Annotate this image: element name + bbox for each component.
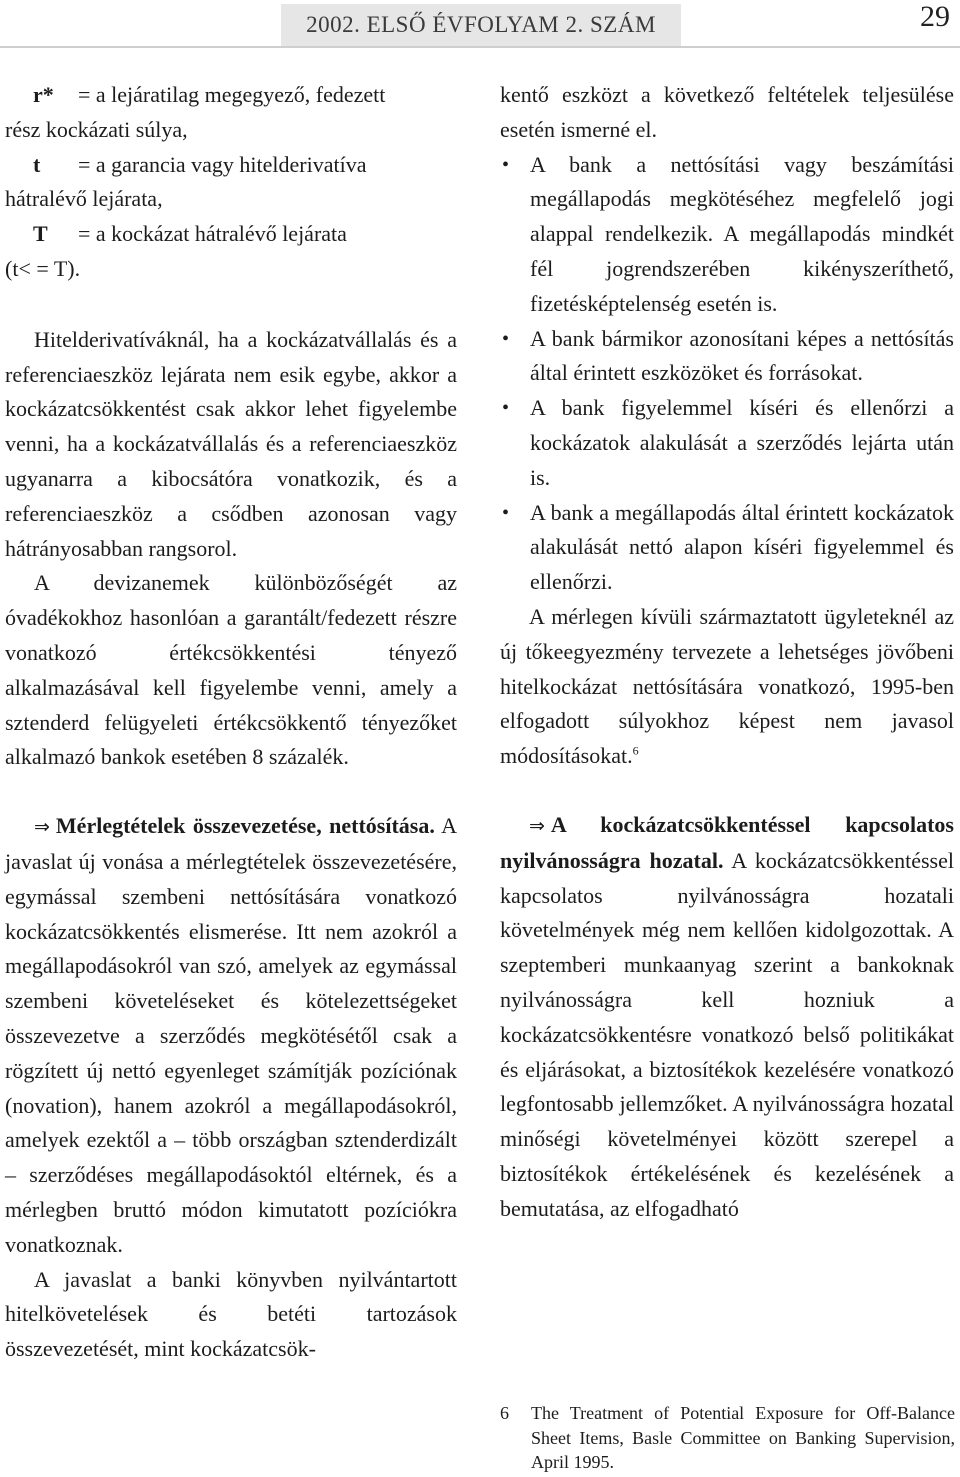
list-item-text: A bank bármikor azonosítani képes a nettósítás által érintett eszközöket és forrásokat. (530, 325, 954, 386)
list-item (500, 148, 954, 322)
section-heading-netting: Mérlegtételek összevezetése, nettósítása. (55, 813, 435, 839)
header-divider (0, 46, 960, 48)
definition-continuation: rész kockázati súlya, (5, 116, 188, 142)
bullet-icon: • (502, 501, 510, 524)
list-item (500, 496, 954, 600)
paragraph-banking-book-netting: A javaslat a banki könyvben nyilvántartott hitelkövetelések és betéti tartozások összevezetését, mint kockázatcsök- (5, 1266, 457, 1362)
list-item-text: A bank a megállapodás által érintett kockázatok alakulását nettó alapon kíséri figyelemmel és ellenőrzi. (530, 499, 954, 595)
list-item-text: A bank a nettósítási vagy beszámítási megállapodás megkötéséhez megfelelő jogi alappal rendelkezik. A megállapodás mindkét fél jogrendszerében kikényszeríthető, fizetésképtelenség esetén is. (530, 151, 954, 316)
footnote (500, 1401, 955, 1475)
paragraph-disclosure-body: A kockázatcsökkentéssel kapcsolatos nyilvánosságra hozatali követelmények még nem kellően kidolgozottak. A szeptemberi munkaanyag szerint a bankoknak nyilvánosságra kell hozniuk a kockázatcsökkentésre vonatkozó belső politikákat és eljárásokat, a biztosítékok kezelésére vonatkozó legfontosabb jellemzőket. A nyilvánosságra hozatal minőségi követelményei között szerepel a biztosítékok értékelésének és kezelésének a bemutatása, az elfogadható (500, 847, 954, 1221)
footnote-number: 6 (500, 1403, 509, 1423)
paragraph-netting-body: A javaslat új vonása a mérlegtételek összevezetésére, egymással szembeni nettósítására vonatkozó kockázatcsökkentés elismerése. Itt nem azokról a megállapodásokról van szó, amelyek az egymással szembeni követeléseket és kötelezettségeket összevezetve a szerződés megkötésétől csak a rögzített új nettó egyenleget számítják pozíciónak (novation), hanem azokról a megállapodásokról, amelyek ezektől a – több országban sztenderdizált – szerződéses megállapodásoktól eltérnek, és a mérlegben bruttó módon kimutatott pozíciókra vonatkoznak. (5, 813, 457, 1257)
paragraph-credit-derivatives: Hitelderivatíváknál, ha a kockázatvállalás és a referenciaeszköz lejárata nem esik egybe, akkor a kockázatcsökkentést csak akkor lehet figyelembe venni, ha a kockázatvállalás és a referenciaeszköz ugyanarra a kibocsátóra vonatkozik, és a referenciaeszköz a csődben azonosan vagy hátrányosabban rangsorol. (5, 326, 457, 561)
definition-r-star (5, 78, 457, 148)
paragraph-off-balance-derivatives (500, 600, 954, 774)
conditions-list (500, 148, 954, 600)
definition-symbol: t (33, 151, 41, 177)
bullet-icon: • (502, 327, 510, 350)
running-header (281, 4, 681, 46)
left-column (5, 78, 457, 1367)
footnote-reference: 6 (632, 743, 639, 758)
bullet-icon: • (502, 397, 510, 420)
paragraph-disclosure (500, 808, 954, 1227)
page-number: 29 (920, 0, 950, 33)
definition-text: = a lejáratilag megegyező, fedezett (78, 82, 386, 107)
definition-continuation: (t< = T). (5, 255, 81, 281)
definition-symbol: T (33, 221, 48, 247)
arrow-icon: ⇒ (34, 816, 50, 839)
paragraph-conditions-intro: kentő eszközt a következő feltételek teljesülése esetén ismerné el. (500, 82, 954, 142)
definition-t (5, 148, 457, 218)
paragraph-currency-mismatch: A devizanemek különbözőségét az óvadékokhoz hasonlóan a garantált/fedezett részre vonatkozó értékcsökkentési tényező alkalmazásával kell figyelembe venni, amely a sztenderd felügyeleti értékcsökkentő tényezőket alkalmazó bankok esetében 8 százalék. (5, 570, 457, 770)
paragraph-off-balance-text: A mérlegen kívüli származtatott ügyleteknél az új tőkeegyezmény tervezete a lehetséges jövőbeni hitelkockázat nettósítására vonatkozó, 1995-ben elfogadott súlyokhoz képest nem javasol módosításokat. (500, 603, 954, 769)
footnote-text: The Treatment of Potential Exposure for Off-Balance Sheet Items, Basle Committee on Banking Supervision, April 1995. (531, 1403, 955, 1472)
section-heading-disclosure: A kockázatcsökkentéssel kapcsolatos nyilvánosságra hozatal. (500, 811, 954, 873)
definition-text: = a kockázat hátralévő lejárata (78, 221, 347, 247)
list-item (500, 322, 954, 392)
definition-symbol: r* (33, 82, 54, 107)
paragraph-netting (5, 809, 457, 1262)
right-column (500, 78, 954, 1227)
definition-list (5, 78, 457, 287)
bullet-icon: • (502, 153, 510, 176)
definition-T (5, 217, 457, 287)
definition-continuation: hátralévő lejárata, (5, 186, 163, 212)
definition-text: = a garancia vagy hitelderivatíva (78, 151, 367, 177)
list-item-text: A bank figyelemmel kíséri és ellenőrzi a kockázatok alakulását a szerződés lejárta után is. (530, 395, 954, 490)
list-item (500, 391, 954, 495)
arrow-icon: ⇒ (529, 814, 545, 837)
journal-issue-title: 2002. ELSŐ ÉVFOLYAM 2. SZÁM (306, 12, 656, 37)
